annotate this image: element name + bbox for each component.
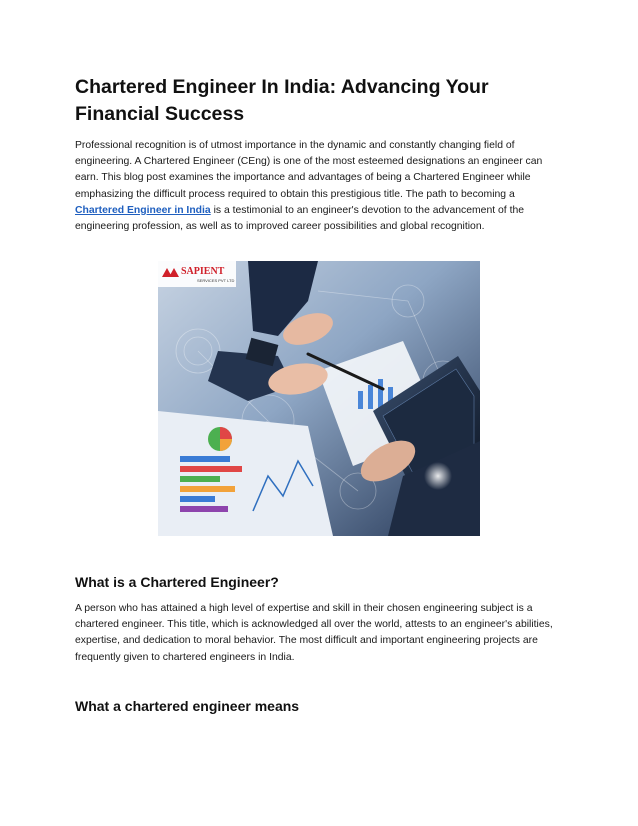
section-paragraph-what-is: A person who has attained a high level of expertise and skill in their chosen engineering subject is a chartered engineer. This title, which is acknowledged all over the world, attests to an engineer's abilities, expertise, and dedication to moral behavior. The most difficult and important engineering projects are frequently given to chartered engineers in India.: [75, 603, 553, 663]
intro-paragraph: [75, 138, 555, 235]
light-glow: [424, 462, 452, 490]
section-heading-what-means: What a chartered engineer means: [75, 698, 300, 714]
article-title: Chartered Engineer In India: Advancing Your Financial Success: [75, 76, 489, 125]
business-meeting-illustration: [158, 261, 480, 536]
intro-text-after-link: is a testimonial to an engineer's devotion to the advancement of the engineering profession, as well as to improved career possibilities and global recognition.: [75, 204, 525, 233]
chartered-engineer-link[interactable]: Chartered Engineer in India: [75, 204, 211, 216]
pie-chart-graphic: [208, 427, 232, 451]
section-heading-what-is: What is a Chartered Engineer?: [75, 574, 279, 590]
intro-text-before-link: Professional recognition is of utmost importance in the dynamic and constantly changing field of engineering. A Chartered Engineer (CEng) is one of the most esteemed designations an engineer can earn. This blog post examines the importance and advantages of being a Chartered Engineer while emphasizing the difficult process required to obtain this prestigious title. The path to becoming a: [75, 140, 543, 200]
hero-image: [158, 261, 480, 536]
logo-tagline: SERVICES PVT LTD: [197, 278, 235, 283]
chart-paper: [158, 411, 333, 536]
logo-name: SAPIENT: [181, 266, 225, 277]
sapient-logo: [158, 261, 236, 287]
